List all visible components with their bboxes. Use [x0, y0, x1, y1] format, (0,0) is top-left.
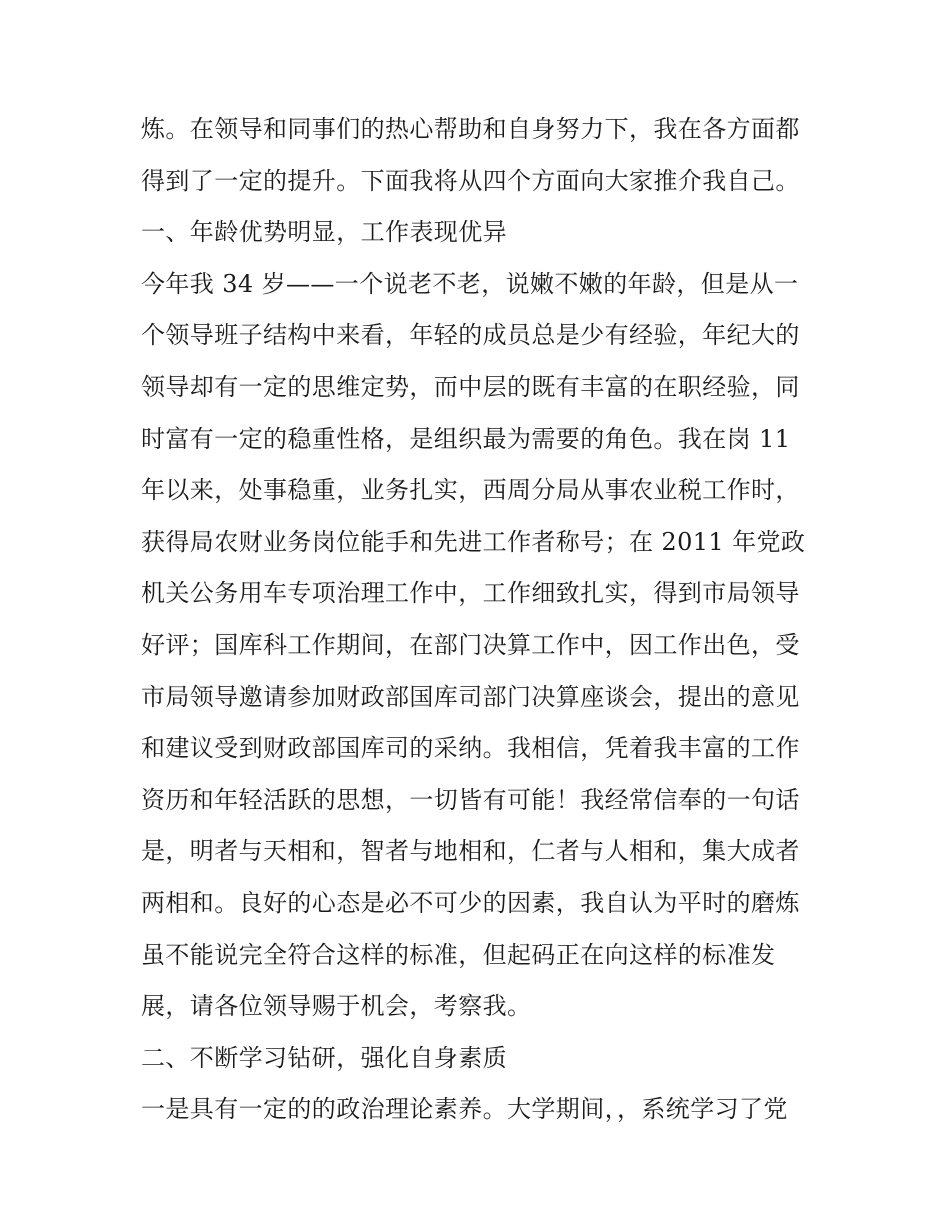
text-line: 市局领导邀请参加财政部国库司部门决算座谈会，提出的意见 [141, 682, 800, 711]
text-line: 机关公务用车专项治理工作中，工作细致扎实，得到市局领导 [141, 579, 800, 608]
text-line: 获得局农财业务岗位能手和先进工作者称号；在 2011 年党政 [141, 527, 806, 556]
section-heading: 二、不断学习钻研，强化自身素质 [141, 1043, 507, 1072]
text-line: 时富有一定的稳重性格，是组织最为需要的角色。我在岗 11 [141, 424, 791, 453]
text-line: 领导却有一定的思维定势，而中层的既有丰富的在职经验，同 [141, 372, 800, 401]
text-line: 一是具有一定的的政治理论素养。大学期间，，系统学习了党 [141, 1095, 788, 1124]
section-heading: 一、年龄优势明显，工作表现优异 [141, 218, 507, 247]
text-line: 是，明者与天相和，智者与地相和，仁者与人相和，集大成者 [141, 837, 800, 866]
text-line: 好评；国库科工作期间，在部门决算工作中，因工作出色，受 [141, 630, 800, 659]
text-line: 今年我 34 岁——一个说老不老，说嫩不嫩的年龄，但是从一 [141, 269, 799, 298]
document-body [141, 104, 821, 1136]
text-line: 年以来，处事稳重，业务扎实，西周分局从事农业税工作时， [141, 476, 800, 505]
text-line: 炼。在领导和同事们的热心帮助和自身努力下，我在各方面都 [141, 115, 800, 143]
text-line: 展，请各位领导赐于机会，考察我。 [141, 992, 532, 1021]
text-line: 得到了一定的提升。下面我将从四个方面向大家推介我自己。 [141, 166, 800, 195]
text-line: 两相和。良好的心态是必不可少的因素，我自认为平时的磨炼 [141, 888, 800, 917]
text-line: 资历和年轻活跃的思想，一切皆有可能！我经常信奉的一句话 [141, 785, 800, 814]
text-line: 和建议受到财政部国库司的采纳。我相信，凭着我丰富的工作 [141, 734, 800, 763]
text-line: 虽不能说完全符合这样的标准，但起码正在向这样的标准发 [141, 940, 776, 969]
text-line: 个领导班子结构中来看，年轻的成员总是少有经验，年纪大的 [141, 321, 800, 350]
